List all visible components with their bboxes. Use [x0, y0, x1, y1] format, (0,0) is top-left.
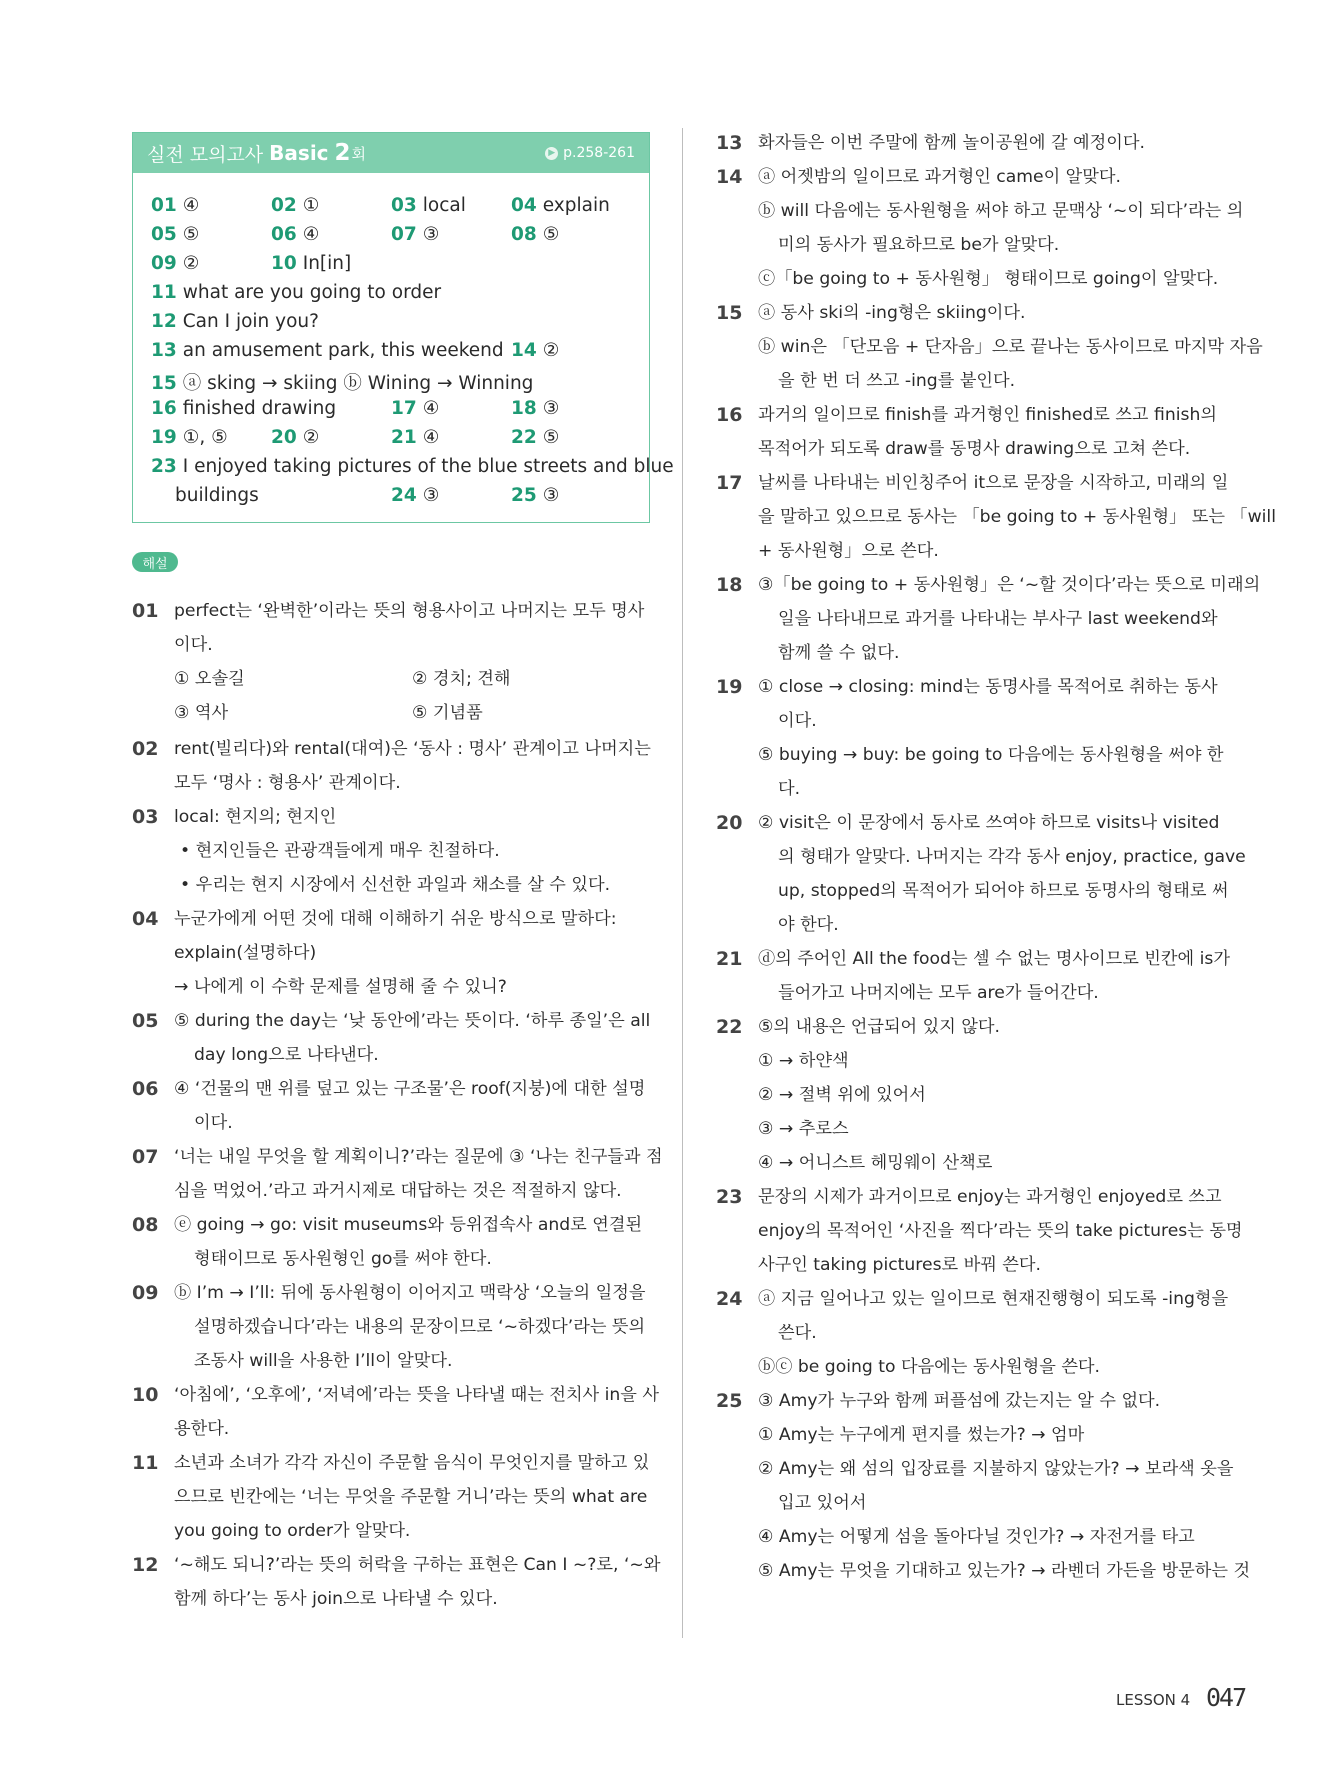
answer-value: buildings: [175, 485, 259, 506]
explanation-item: [716, 126, 1145, 160]
explanation-line: 다.: [778, 779, 801, 799]
answer-number: 06: [271, 224, 297, 245]
explanation-line: ⑤의 내용은 언급되어 있지 않다.: [758, 1017, 1000, 1037]
answer-value: ③: [542, 485, 560, 506]
answer-number: 25: [511, 485, 537, 506]
option-item: ③ 역사: [174, 703, 229, 723]
answer-item: [511, 485, 559, 506]
answer-item: [151, 282, 441, 303]
explanation-item: [132, 1004, 650, 1072]
explanation-item: [716, 296, 1263, 398]
explanation-number: 20: [716, 812, 743, 834]
explanation-line: 사구인 taking pictures로 바꿔 쓴다.: [758, 1255, 1041, 1275]
explanation-number: 02: [132, 738, 159, 760]
explanation-number: 15: [716, 302, 743, 324]
explanation-number: 10: [132, 1384, 159, 1406]
explanation-line: 화자들은 이번 주말에 함께 놀이공원에 갈 예정이다.: [758, 133, 1145, 153]
explanation-line: 심을 먹었어.’라고 과거시제로 대답하는 것은 적절하지 않다.: [174, 1181, 622, 1201]
explanation-number: 23: [716, 1186, 743, 1208]
explanation-item: [132, 1140, 663, 1208]
answer-value: Can I join you?: [182, 311, 319, 332]
explanation-item: [132, 732, 651, 800]
explanation-number: 17: [716, 472, 743, 494]
explanation-line: ④ → 어니스트 헤밍웨이 산책로: [758, 1153, 993, 1173]
explanation-line: ① → 하얀색: [758, 1051, 849, 1071]
explanation-number: 21: [716, 948, 743, 970]
answer-value: an amusement park, this weekend: [182, 340, 504, 361]
explanation-line: ‘너는 내일 무엇을 할 계획이니?’라는 질문에 ③ ‘나는 친구들과 점: [174, 1147, 663, 1167]
answer-number: 15: [151, 373, 177, 394]
footer-lesson: LESSON 4: [1116, 1691, 1191, 1709]
explanation-line: 용한다.: [174, 1419, 230, 1439]
answer-number: 14: [511, 340, 537, 361]
answer-number: 20: [271, 427, 297, 448]
option-item: ⑤ 기념품: [412, 703, 483, 723]
explanation-item: [716, 160, 1243, 296]
answer-value: ④: [302, 224, 320, 245]
answer-item: [151, 195, 199, 216]
answer-item: [151, 369, 533, 395]
explanation-number: 19: [716, 676, 743, 698]
explanation-item: [716, 398, 1217, 466]
answer-item: [151, 224, 199, 245]
explanation-item: [132, 902, 617, 1004]
answer-item: [391, 485, 439, 506]
explanation-item: [716, 1282, 1228, 1384]
answer-number: 22: [511, 427, 537, 448]
answer-number: 09: [151, 253, 177, 274]
explanation-number: 11: [132, 1452, 159, 1474]
answer-item: [151, 398, 336, 419]
answer-item: [391, 224, 439, 245]
explanation-line: 함께 쓸 수 없다.: [778, 643, 900, 663]
explanation-number: 18: [716, 574, 743, 596]
explanation-line: 소년과 소녀가 각각 자신이 주문할 음식이 무엇인지를 말하고 있: [174, 1453, 650, 1473]
answer-value: ①, ⑤: [182, 427, 228, 448]
explanation-line: ⑤ Amy는 무엇을 기대하고 있는가? → 라벤더 가든을 방문하는 것: [758, 1561, 1251, 1581]
explanation-item: [132, 1208, 642, 1276]
explanation-line: 목적어가 되도록 draw를 동명사 drawing으로 고쳐 쓴다.: [758, 439, 1191, 459]
explanation-line: 형태이므로 동사원형인 go를 써야 한다.: [194, 1249, 492, 1269]
explanation-line: ④ ‘건물의 맨 위를 덮고 있는 구조물’은 roof(지붕)에 대한 설명: [174, 1079, 646, 1099]
explanation-line: 이다.: [778, 711, 817, 731]
answer-box-header: [133, 133, 649, 173]
explanation-line: ⓑ I’m → I’ll: 뒤에 동사원형이 이어지고 맥락상 ‘오늘의 일정을: [174, 1283, 646, 1303]
explanation-number: 01: [132, 600, 159, 622]
explanation-line: ⑤ buying → buy: be going to 다음에는 동사원형을 써야 한: [758, 745, 1224, 765]
answer-number: 12: [151, 311, 177, 332]
explanation-line: ④ Amy는 어떻게 섬을 돌아다닐 것인가? → 자전거를 타고: [758, 1527, 1195, 1547]
explanation-line: 조동사 will을 사용한 I’ll이 알맞다.: [194, 1351, 453, 1371]
page-number: 047: [1206, 1683, 1246, 1712]
arrow-right-icon: ▶: [545, 147, 558, 160]
explanation-line: 문장의 시제가 과거이므로 enjoy는 과거형인 enjoyed로 쓰고: [758, 1187, 1222, 1207]
answer-value: what are you going to order: [182, 282, 442, 303]
explanation-line: 으므로 빈칸에는 ‘너는 무엇을 주문할 거니’라는 뜻의 what are: [174, 1487, 648, 1507]
explanation-item: [716, 1010, 1000, 1180]
explanation-line: ③ Amy가 누구와 함께 퍼플섬에 갔는지는 알 수 없다.: [758, 1391, 1161, 1411]
option-row: [174, 662, 650, 696]
answer-value: ③: [422, 224, 440, 245]
answer-number: 21: [391, 427, 417, 448]
answer-value: ⓐ sking → skiing ⓑ Wining → Winning: [182, 373, 534, 394]
explanation-line: • 현지인들은 관광객들에게 매우 친절하다.: [180, 841, 500, 861]
explanation-line: ② visit은 이 문장에서 동사로 쓰여야 하므로 visits나 visited: [758, 813, 1220, 833]
answer-value: I enjoyed taking pictures of the blue streets and blue: [182, 456, 674, 477]
explanation-line: 과거의 일이므로 finish를 과거형인 finished로 쓰고 finish의: [758, 405, 1217, 425]
explanation-item: [132, 1072, 645, 1140]
answer-value: local: [422, 195, 466, 216]
explanation-number: 08: [132, 1214, 159, 1236]
page-reference: [545, 145, 635, 161]
page-reference-text: p.258-261: [563, 145, 635, 161]
explanation-number: 04: [132, 908, 159, 930]
explanation-line: 날씨를 나타내는 비인칭주어 it으로 문장을 시작하고, 미래의 일: [758, 473, 1229, 493]
answer-value: ②: [542, 340, 560, 361]
explanation-line: 쓴다.: [778, 1323, 817, 1343]
explanation-number: 13: [716, 132, 743, 154]
explanation-line: 야 한다.: [778, 915, 839, 935]
answer-list: [133, 173, 674, 523]
explanation-line: 을 말하고 있으므로 동사는 「be going to + 동사원형」 또는 「will: [758, 507, 1276, 527]
explanation-line: enjoy의 목적어인 ‘사진을 찍다’라는 뜻의 take pictures는 동명: [758, 1221, 1243, 1241]
answer-value: ⑤: [542, 224, 560, 245]
explanation-line: local: 현지의; 현지인: [174, 807, 337, 827]
answer-number: 17: [391, 398, 417, 419]
explanation-item: [716, 806, 1246, 942]
explanation-item: [716, 1180, 1243, 1282]
explanation-item: [716, 670, 1224, 806]
answer-item: [391, 398, 439, 419]
explanation-number: 14: [716, 166, 743, 188]
explanation-number: 05: [132, 1010, 159, 1032]
explanation-number: 06: [132, 1078, 159, 1100]
explanation-line: ⑤ during the day는 ‘낮 동안에’라는 뜻이다. ‘하루 종일’은 all: [174, 1011, 651, 1031]
explanation-item: [716, 942, 1230, 1010]
answer-item: [271, 195, 319, 216]
answer-item: [271, 427, 319, 448]
answer-value: ①: [302, 195, 320, 216]
answer-value: ④: [422, 427, 440, 448]
box-hoe: 회: [351, 144, 367, 163]
answer-value: ②: [182, 253, 200, 274]
answer-number: 18: [511, 398, 537, 419]
answer-number: 05: [151, 224, 177, 245]
explanation-number: 25: [716, 1390, 743, 1412]
explanation-number: 16: [716, 404, 743, 426]
explanation-item: [132, 1548, 660, 1616]
explanation-item: [132, 1446, 649, 1548]
explanation-line: ③「be going to + 동사원형」은 ‘~할 것이다’라는 뜻으로 미래의: [758, 575, 1261, 595]
explanation-line: 누군가에게 어떤 것에 대해 이해하기 쉬운 방식으로 말하다:: [174, 909, 617, 929]
answer-box: [132, 132, 674, 523]
explanation-line: ⓔ going → go: visit museums와 등위접속사 and로 연결된: [174, 1215, 643, 1235]
explanation-line: ⓓ의 주어인 All the food는 셀 수 없는 명사이므로 빈칸에 is가: [758, 949, 1230, 969]
explanation-item: [716, 568, 1260, 670]
answer-item: [511, 427, 559, 448]
answer-item: [151, 311, 319, 332]
box-title: 실전 모의고사: [147, 143, 264, 166]
answer-value: explain: [542, 195, 610, 216]
explanation-number: 12: [132, 1554, 159, 1576]
answer-item: [511, 224, 559, 245]
explanation-number: 07: [132, 1146, 159, 1168]
explanation-line: day long으로 나타낸다.: [194, 1045, 379, 1065]
explanation-item: [132, 1378, 659, 1446]
explanation-line: ⓒ「be going to + 동사원형」 형태이므로 going이 알맞다.: [758, 269, 1219, 289]
explanation-line: 일을 나타내므로 과거를 나타내는 부사구 last weekend와: [778, 609, 1218, 629]
explanation-number: 22: [716, 1016, 743, 1038]
answer-value: finished drawing: [182, 398, 337, 419]
answer-number: 03: [391, 195, 417, 216]
explanation-item: [716, 466, 1276, 568]
answer-item: [271, 253, 351, 274]
column-divider: [682, 128, 683, 1638]
answer-item: [391, 427, 439, 448]
answer-number: 01: [151, 195, 177, 216]
answer-number: 07: [391, 224, 417, 245]
explanation-line: up, stopped의 목적어가 되어야 하므로 동명사의 형태로 써: [778, 881, 1229, 901]
answer-value: ③: [542, 398, 560, 419]
explanation-item: [132, 594, 650, 730]
answer-value: ⑤: [182, 224, 200, 245]
explanation-line: + 동사원형」으로 쓴다.: [758, 541, 939, 561]
explanation-line: → 나에게 이 수학 문제를 설명해 줄 수 있니?: [174, 977, 507, 997]
explanation-line: ⓐ 지금 일어나고 있는 일이므로 현재진행형이 되도록 -ing형을: [758, 1289, 1229, 1309]
explanation-line: 미의 동사가 필요하므로 be가 알맞다.: [778, 235, 1060, 255]
answer-number: 11: [151, 282, 177, 303]
explanation-line: ③ → 추로스: [758, 1119, 849, 1139]
answer-item: [511, 398, 559, 419]
answer-number: 23: [151, 456, 177, 477]
answer-value: ③: [422, 485, 440, 506]
explanation-line: ① close → closing: mind는 동명사를 목적어로 취하는 동사: [758, 677, 1218, 697]
answer-value: ④: [182, 195, 200, 216]
explanation-item: [132, 800, 610, 902]
option-item: ② 경치; 견해: [412, 669, 511, 689]
answer-number: 02: [271, 195, 297, 216]
explanation-line: ① Amy는 누구에게 편지를 썼는가? → 엄마: [758, 1425, 1085, 1445]
answer-number: 10: [271, 253, 297, 274]
explanation-line: ⓐ 동사 ski의 -ing형은 skiing이다.: [758, 303, 1026, 323]
explanation-line: explain(설명하다): [174, 943, 317, 963]
explanation-line: you going to order가 알맞다.: [174, 1521, 411, 1541]
explanation-line: rent(빌리다)와 rental(대여)은 ‘동사 : 명사’ 관계이고 나머지는: [174, 739, 651, 759]
explanation-line: 의 형태가 알맞다. 나머지는 각각 동사 enjoy, practice, gave: [778, 847, 1246, 867]
explanation-number: 09: [132, 1282, 159, 1304]
explanation-line: perfect는 ‘완벽한’이라는 뜻의 형용사이고 나머지는 모두 명사: [174, 601, 645, 621]
explanation-line: ‘~해도 되니?’라는 뜻의 허락을 구하는 표현은 Can I ~?로, ‘~와: [174, 1555, 661, 1575]
answer-value: ⑤: [542, 427, 560, 448]
answer-value: In[in]: [302, 253, 352, 274]
explanation-line: 이다.: [194, 1113, 233, 1133]
explanation-badge: 해설: [132, 552, 178, 572]
box-number: 2: [334, 140, 351, 166]
answer-item: [151, 456, 674, 477]
explanation-line: 들어가고 나머지에는 모두 are가 들어간다.: [778, 983, 1099, 1003]
answer-number: 04: [511, 195, 537, 216]
answer-item: [391, 195, 466, 216]
answer-number: 13: [151, 340, 177, 361]
answer-item: [511, 195, 610, 216]
explanation-number: 24: [716, 1288, 743, 1310]
explanation-line: ⓐ 어젯밤의 일이므로 과거형인 came이 알맞다.: [758, 167, 1121, 187]
explanation-line: 이다.: [174, 635, 213, 655]
explanation-line: ② → 절벽 위에 있어서: [758, 1085, 926, 1105]
explanation-line: • 우리는 현지 시장에서 신선한 과일과 채소를 살 수 있다.: [180, 875, 611, 895]
answer-item: [151, 340, 504, 361]
explanation-line: 함께 하다’는 동사 join으로 나타낼 수 있다.: [174, 1589, 498, 1609]
answer-number: 24: [391, 485, 417, 506]
answer-item: [175, 485, 259, 506]
answer-item: [511, 340, 559, 361]
answer-item: [151, 253, 199, 274]
answer-number: 08: [511, 224, 537, 245]
answer-number: 19: [151, 427, 177, 448]
explanation-line: 입고 있어서: [778, 1493, 867, 1513]
answer-number: 16: [151, 398, 177, 419]
explanation-line: ⓑ win은 「단모음 + 단자음」으로 끝나는 동사이므로 마지막 자음: [758, 337, 1263, 357]
explanation-item: [132, 1276, 645, 1378]
explanation-item: [716, 1384, 1250, 1588]
explanation-line: 설명하겠습니다’라는 내용의 문장이므로 ‘~하겠다’라는 뜻의: [194, 1317, 646, 1337]
answer-value: ④: [422, 398, 440, 419]
answer-item: [151, 427, 228, 448]
explanation-number: 03: [132, 806, 159, 828]
explanation-line: ② Amy는 왜 섬의 입장료를 지불하지 않았는가? → 보라색 옷을: [758, 1459, 1234, 1479]
explanation-line: ⓑⓒ be going to 다음에는 동사원형을 쓴다.: [758, 1357, 1100, 1377]
box-basic-label: Basic: [269, 141, 329, 165]
explanation-line: 모두 ‘명사 : 형용사’ 관계이다.: [174, 773, 401, 793]
explanation-line: ⓑ will 다음에는 동사원형을 써야 하고 문맥상 ‘~이 되다’라는 의: [758, 201, 1244, 221]
option-row: [174, 696, 650, 730]
explanation-line: ‘아침에’, ‘오후에’, ‘저녁에’라는 뜻을 나타낼 때는 전치사 in을 사: [174, 1385, 659, 1405]
answer-item: [271, 224, 319, 245]
answer-value: ②: [302, 427, 320, 448]
explanation-line: 을 한 번 더 쓰고 -ing를 붙인다.: [778, 371, 1016, 391]
option-item: ① 오솔길: [174, 669, 245, 689]
